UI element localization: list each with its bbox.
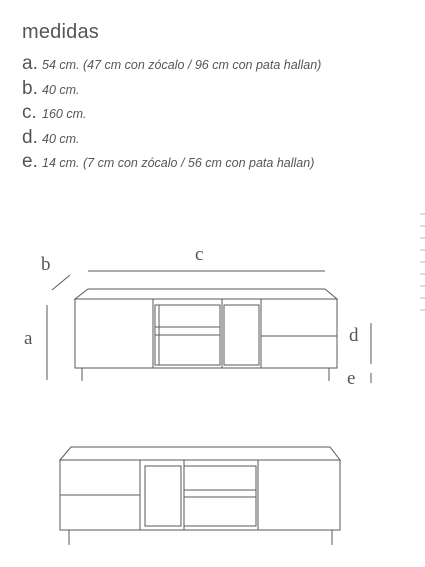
dimension-value: 160 cm. <box>42 107 87 121</box>
sideboard-diagram-plinth <box>60 447 340 545</box>
dimension-value: 40 cm. <box>42 131 80 146</box>
center-open-box <box>145 466 181 526</box>
cabinet-body <box>75 299 337 368</box>
edge-dash-marks <box>420 214 425 310</box>
sideboard-diagram-legs <box>47 271 371 383</box>
dimension-letter: b. <box>22 77 38 99</box>
center-shelves <box>184 466 256 526</box>
diagram-label-b: b <box>41 254 51 275</box>
dimension-value: 40 cm. <box>42 82 80 97</box>
cabinet-top <box>75 289 337 299</box>
diagram-label-e: e <box>347 368 356 389</box>
page-title: medidas <box>22 21 99 43</box>
dimension-letter: a. <box>22 53 38 74</box>
dimension-value: 54 cm. (47 cm con zócalo / 96 cm con pata hallan) <box>42 58 322 72</box>
dimension-value: 14 cm. (7 cm con zócalo / 56 cm con pata hallan) <box>42 156 315 170</box>
dimension-letter: e. <box>22 151 38 172</box>
diagram-label-c: c <box>195 244 204 265</box>
cabinet-top <box>60 447 340 460</box>
diagram-label-a: a <box>24 328 33 349</box>
dimension-line-b <box>52 275 70 290</box>
dimension-letter: c. <box>22 102 37 123</box>
dimension-letter: d. <box>22 126 38 148</box>
small-door <box>224 305 259 365</box>
diagram-label-d: d <box>349 325 359 346</box>
